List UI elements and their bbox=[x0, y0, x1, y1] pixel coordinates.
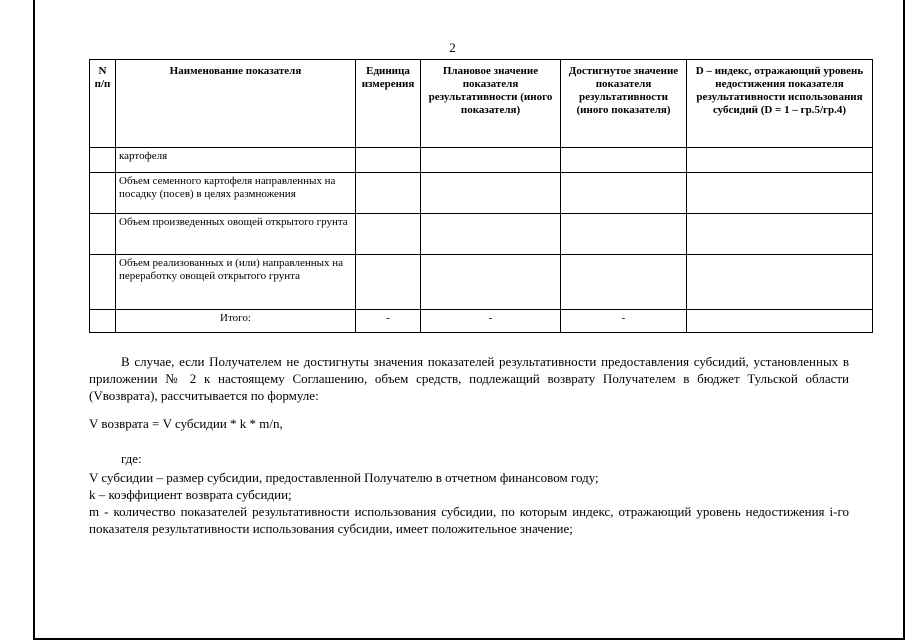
cell-actual bbox=[561, 148, 687, 173]
cell-index bbox=[687, 173, 873, 214]
cell-unit bbox=[356, 173, 421, 214]
cell-unit bbox=[356, 214, 421, 255]
cell-index bbox=[687, 148, 873, 173]
cell-name: Объем произведенных овощей открытого грунта bbox=[116, 214, 356, 255]
total-index bbox=[687, 310, 873, 333]
table-row bbox=[90, 173, 873, 214]
total-label: Итого: bbox=[116, 310, 356, 333]
cell-index bbox=[687, 214, 873, 255]
cell-plan bbox=[421, 214, 561, 255]
table-row bbox=[90, 148, 873, 173]
cell-plan bbox=[421, 255, 561, 310]
indicators-table bbox=[89, 59, 873, 333]
table-header-row bbox=[90, 60, 873, 148]
cell-plan bbox=[421, 148, 561, 173]
cell-num bbox=[90, 255, 116, 310]
cell-actual bbox=[561, 255, 687, 310]
definition-m: m - количество показателей результативности использования субсидии, по которым индекс, отражающий уровень недостижения i-го показателя результативности использования субсидии, имеет положительное значение; bbox=[89, 504, 849, 536]
header-name: Наименование показателя bbox=[116, 60, 356, 148]
header-actual: Достигнутое значение показателя результативности (иного показателя) bbox=[561, 60, 687, 148]
cell-num bbox=[90, 173, 116, 214]
cell-unit bbox=[356, 148, 421, 173]
header-index: D – индекс, отражающий уровень недостижения показателя результативности использования субсидий (D = 1 – гр.5/гр.4) bbox=[687, 60, 873, 148]
page-number: 2 bbox=[449, 40, 456, 55]
header-plan: Плановое значение показателя результативности (иного показателя) bbox=[421, 60, 561, 148]
cell-actual bbox=[561, 173, 687, 214]
header-num: N п/п bbox=[90, 60, 116, 148]
table-row bbox=[90, 255, 873, 310]
total-plan: - bbox=[421, 310, 561, 333]
cell-unit bbox=[356, 255, 421, 310]
cell-index bbox=[687, 255, 873, 310]
cell-plan bbox=[421, 173, 561, 214]
header-unit: Единица измерения bbox=[356, 60, 421, 148]
table-total-row bbox=[90, 310, 873, 333]
page-edge-left bbox=[33, 0, 35, 640]
cell-name: картофеля bbox=[116, 148, 356, 173]
definition-k: k – коэффициент возврата субсидии; bbox=[89, 487, 292, 502]
table-row bbox=[90, 214, 873, 255]
definition-v-subsidy: V субсидии – размер субсидии, предоставленной Получателю в отчетном финансовом году; bbox=[89, 470, 599, 485]
cell-num bbox=[90, 214, 116, 255]
cell-name: Объем реализованных и (или) направленных на переработку овощей открытого грунта bbox=[116, 255, 356, 310]
total-actual: - bbox=[561, 310, 687, 333]
total-unit: - bbox=[356, 310, 421, 333]
paragraph-refund-condition: В случае, если Получателем не достигнуты значения показателей результативности предоставления субсидий, установленных в приложении № 2 к настоящему Соглашению, объем средств, подлежащий возврату Получателем в бюджет Тульской области (Vвозврата), рассчитывается по формуле: bbox=[89, 354, 849, 403]
refund-formula: V возврата = V субсидии * k * m/n, bbox=[89, 416, 283, 431]
where-label: где: bbox=[121, 451, 142, 466]
cell-name: Объем семенного картофеля направленных на посадку (посев) в целях размножения bbox=[116, 173, 356, 214]
cell-actual bbox=[561, 214, 687, 255]
cell-num bbox=[90, 310, 116, 333]
cell-num bbox=[90, 148, 116, 173]
